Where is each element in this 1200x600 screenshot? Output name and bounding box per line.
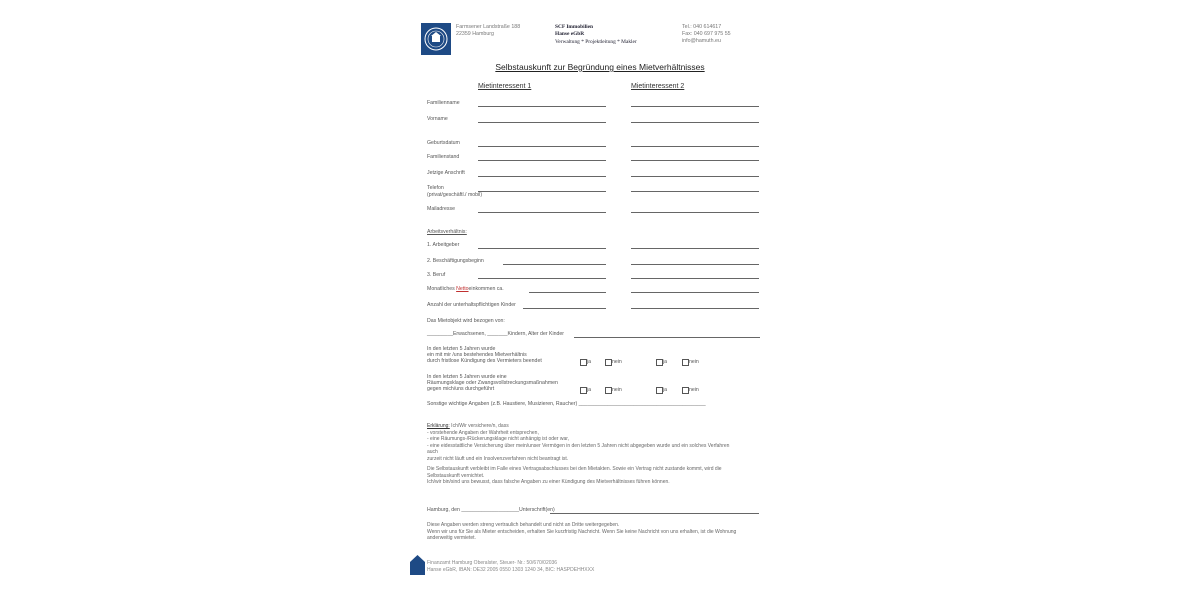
seal-icon — [421, 23, 451, 55]
checkbox-q1-nein-2[interactable] — [682, 359, 689, 366]
privacy-line: Wenn wir uns für Sie als Mieter entscheiden, erhalten Sie kurzfristig Nachricht. Wenn Sie keine Nachricht von uns erhalten, ist die Wohnung — [427, 528, 737, 535]
input-anschrift-1[interactable] — [478, 176, 606, 177]
label-telefon-line: (privat/geschäftl./ mobil) — [427, 191, 483, 198]
company-contact — [682, 24, 731, 45]
phone-number: Tel.: 040 614617 — [682, 24, 722, 30]
footer-text — [427, 560, 594, 573]
label-beruf: 3. Beruf — [427, 272, 446, 278]
input-familienname-2[interactable] — [631, 106, 759, 107]
input-beruf-2[interactable] — [631, 278, 759, 279]
input-geburtsdatum-1[interactable] — [478, 146, 606, 147]
option-label-ja: ja — [587, 387, 592, 393]
privacy-line: Diese Angaben werden streng vertraulich behandelt und nicht an Dritte weitergegeben. — [427, 522, 620, 528]
label-nettoeinkommen — [427, 286, 504, 293]
input-kinder-1[interactable] — [523, 308, 606, 309]
label-netto-part: Monatliches — [427, 286, 457, 292]
option-label-nein: nein — [612, 387, 622, 393]
input-vorname-1[interactable] — [478, 122, 606, 123]
input-telefon-1[interactable] — [478, 191, 606, 192]
declaration-line: - vorstehende Angaben der Wahrheit entsprechen, — [427, 429, 539, 436]
input-arbeitgeber-2[interactable] — [631, 248, 759, 249]
input-netto-2[interactable] — [631, 292, 759, 293]
label-anschrift: Jetzige Anschrift — [427, 170, 465, 176]
footer-logo — [410, 555, 425, 575]
question-raeumungsklage — [427, 374, 558, 393]
company-address — [456, 24, 520, 38]
input-anschrift-2[interactable] — [631, 176, 759, 177]
label-bezogen: Das Mietobjekt wird bezogen von: — [427, 318, 505, 324]
privacy-line: anderweitig vermietet. — [427, 535, 476, 541]
label-kinder: Anzahl der unterhaltspflichtigen Kinder — [427, 302, 516, 308]
option-label-nein: nein — [689, 387, 699, 393]
signature-label: Hamburg, den ____________________Unterschrift(en) — [427, 507, 555, 513]
label-vorname: Vorname — [427, 116, 448, 122]
declaration-line: auch — [427, 449, 438, 455]
declaration-first-line: Ich/Wir versichere/n, dass — [449, 423, 509, 429]
input-mail-2[interactable] — [631, 212, 759, 213]
label-arbeitgeber: 1. Arbeitgeber — [427, 242, 460, 248]
declaration-line: Selbstauskunft vernichtet. — [427, 472, 485, 479]
question-line: gegen mich/uns durchgeführt — [427, 386, 495, 393]
declaration-line: - eine eidesstattliche Versicherung über mein/unser Vermögen in den letzten 5 Jahren nicht abgegeben wurde und ein solches Verfahren — [427, 442, 730, 449]
input-familienstand-1[interactable] — [478, 160, 606, 161]
column-heading-2: Mietinteressent 2 — [631, 83, 685, 90]
footer-house-icon — [410, 555, 425, 575]
label-sonstige: Sonstige wichtige Angaben (z.B. Haustiere, Musizieren, Raucher) ____________________________________________ — [427, 401, 706, 407]
input-familienname-1[interactable] — [478, 106, 606, 107]
checkbox-q2-ja-1[interactable] — [580, 387, 587, 394]
email-address: info@hamuth.eu — [682, 38, 721, 45]
document-title: Selbstauskunft zur Begründung eines Mietverhältnisses — [495, 62, 705, 72]
input-beruf-1[interactable] — [478, 278, 606, 279]
input-kinder-2[interactable] — [631, 308, 759, 309]
column-heading-1: Mietinteressent 1 — [478, 83, 532, 90]
input-vorname-2[interactable] — [631, 122, 759, 123]
declaration-line: Die Selbstauskunft verbleibt im Falle eines Vertragsabschlusses bei den Mietakten. Sowie ein Vertrag nicht zustande kommt, wird die — [427, 466, 722, 472]
label-netto-highlight: Netto — [456, 286, 469, 292]
input-beginn-1[interactable] — [503, 264, 606, 265]
footer-line: Hanse eGbR, IBAN: DE32 2005 0550 1303 1240 34, BIC: HASPDEHHXXX — [427, 566, 595, 573]
company-form: Hanse eGbR — [555, 31, 585, 38]
option-label-ja: ja — [663, 387, 668, 393]
input-alter-kinder[interactable] — [574, 337, 760, 338]
logo-seal — [421, 23, 451, 55]
label-bezogen-details: _________Erwachsenen, _______Kindern, Alter der Kinder — [427, 331, 564, 337]
option-label-nein: nein — [612, 359, 622, 365]
signature-input[interactable] — [550, 513, 759, 514]
address-line: 22359 Hamburg — [456, 31, 494, 38]
declaration-line: Ich/wir bin/sind uns bewusst, dass falsche Angaben zu einer Kündigung des Mietverhältnisses führen können. — [427, 479, 670, 485]
input-netto-1[interactable] — [529, 292, 606, 293]
address-line: Farmsener Landstraße 188 — [456, 24, 521, 30]
checkbox-q1-ja-2[interactable] — [656, 359, 663, 366]
question-line: durch fristlose Kündigung des Vermieters beendet — [427, 358, 542, 365]
footer-line: Finanzamt Hamburg Oberalster, Steuer- Nr.: 50/670/02036 — [427, 560, 558, 566]
input-beginn-2[interactable] — [631, 264, 759, 265]
label-familienstand: Familienstand — [427, 154, 460, 160]
input-geburtsdatum-2[interactable] — [631, 146, 759, 147]
label-telefon — [427, 185, 482, 198]
company-name: SCF Immobilien — [555, 24, 593, 30]
declaration-line: - eine Räumungs-/Rückerungsklage nicht anhängig ist oder war, — [427, 436, 570, 442]
checkbox-q1-nein-1[interactable] — [605, 359, 612, 366]
declaration-block — [427, 423, 729, 486]
label-telefon-line: Telefon — [427, 185, 444, 191]
checkbox-q2-nein-2[interactable] — [682, 387, 689, 394]
question-line: ein mit mir /uns bestehendes Mietverhältnis — [427, 352, 527, 359]
input-telefon-2[interactable] — [631, 191, 759, 192]
question-line: In den letzten 5 Jahren wurde — [427, 346, 496, 352]
section-heading-employment: Arbeitsverhältnis: — [427, 229, 467, 235]
question-line: In den letzten 5 Jahren wurde eine — [427, 374, 507, 380]
question-kuendigung — [427, 346, 542, 365]
checkbox-q2-nein-1[interactable] — [605, 387, 612, 394]
checkbox-q2-ja-2[interactable] — [656, 387, 663, 394]
label-mailadresse: Mailadresse — [427, 206, 455, 212]
privacy-note — [427, 522, 736, 542]
question-line: Räumungsklage oder Zwangsvollstreckungsmaßnahmen — [427, 380, 558, 387]
option-label-nein: nein — [689, 359, 699, 365]
declaration-label: Erklärung: — [427, 423, 450, 429]
company-services: Verwaltung * Projektleitung * Makler — [555, 38, 637, 45]
company-name-block — [555, 24, 637, 46]
option-label-ja: ja — [663, 359, 668, 365]
label-netto-part: einkommen ca. — [468, 286, 504, 292]
input-arbeitgeber-1[interactable] — [478, 248, 606, 249]
declaration-line: zurzeit nicht läuft und ein Insolvenzverfahren nicht beantragt ist. — [427, 455, 569, 462]
input-familienstand-2[interactable] — [631, 160, 759, 161]
label-geburtsdatum: Geburtsdatum — [427, 140, 460, 146]
input-mail-1[interactable] — [478, 212, 606, 213]
option-label-ja: ja — [587, 359, 592, 365]
label-beschaeftigungsbeginn: 2. Beschäftigungsbeginn — [427, 258, 484, 264]
fax-number: Fax: 040 697 975 55 — [682, 31, 731, 38]
label-familienname: Familienname — [427, 100, 460, 106]
checkbox-q1-ja-1[interactable] — [580, 359, 587, 366]
